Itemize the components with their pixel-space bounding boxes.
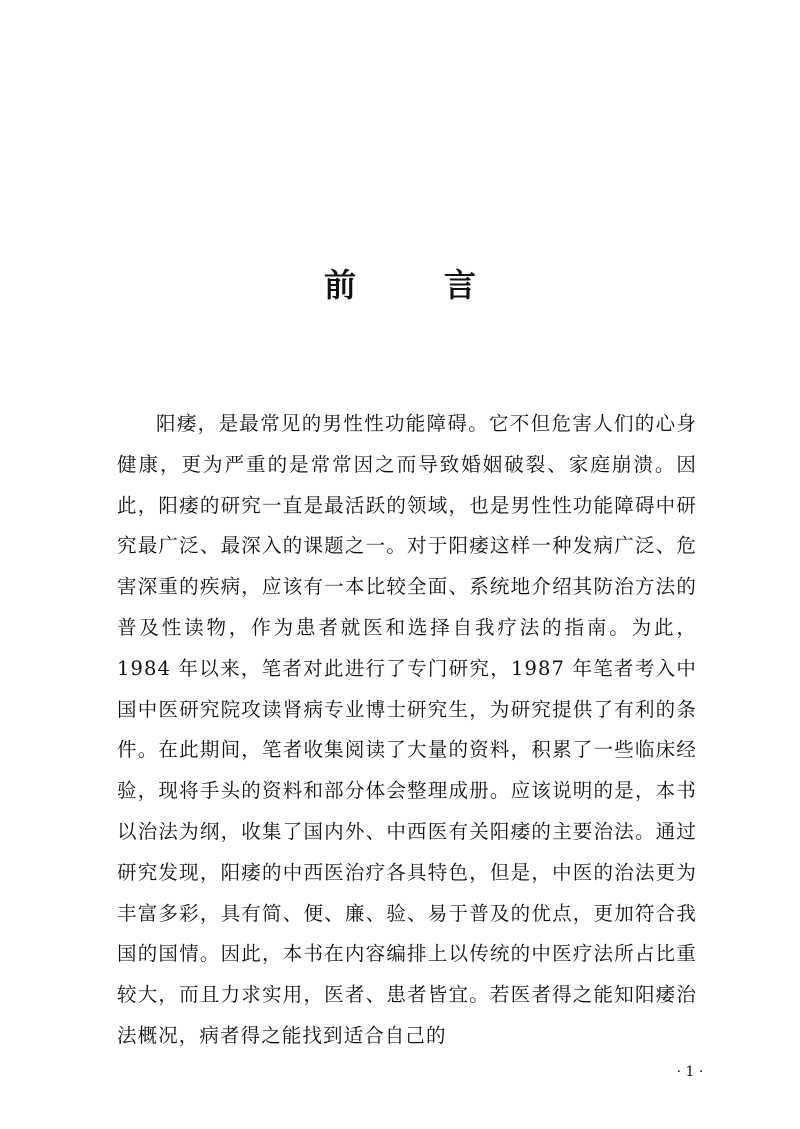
page-title: 前 言 xyxy=(323,266,504,305)
preface-paragraph: 阳痿，是最常见的男性性功能障碍。它不但危害人们的心身健康，更为严重的是常常因之而导致婚姻破裂、家庭崩溃。因此，阳痿的研究一直是最活跃的领域，也是男性性功能障碍中研究最广泛、最深入的课题之一。对于阳痿这样一种发病广泛、危害深重的疾病，应该有一本比较全面、系统地介绍其防治方法的普及性读物，作为患者就医和选择自我疗法的指南。为此，1984 年以来，笔者对此进行了专门研究，1987 年笔者考入中国中医研究院攻读肾病专业博士研究生，为研究提供了有利的条件。在此期间，笔者收集阅读了大量的资料，积累了一些临床经验，现将手头的资料和部分体会整理成册。应该说明的是，本书以治法为纲，收集了国内外、中西医有关阳痿的主要治法。通过研究发现，阳痿的中西医治疗各具特色，但是，中医的治法更为丰富多彩，具有简、便、廉、验、易于普及的优点，更加符合我国的国情。因此，本书在内容编排上以传统的中医疗法所占比重较大，而且力求实用，医者、患者皆宜。若医者得之能知阳痿治法概况，病者得之能找到适合自己的 xyxy=(117,412,697,1047)
page-number: · 1 · xyxy=(676,1064,704,1080)
